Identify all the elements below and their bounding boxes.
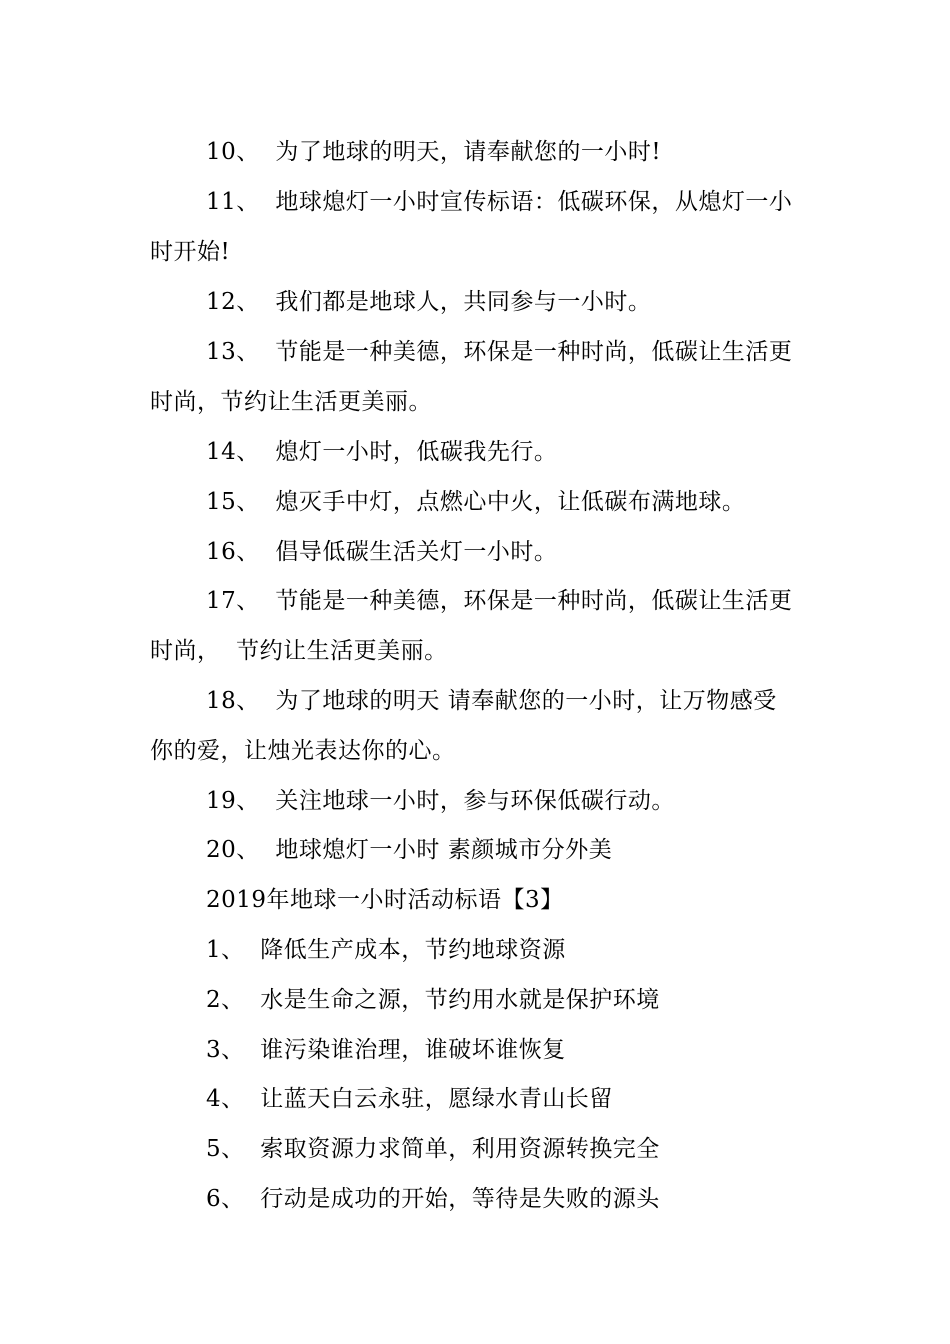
item-number: 15、 [206, 489, 260, 515]
item-number: 19、 [206, 788, 260, 814]
list-item [0, 437, 950, 467]
item-text: 熄灭手中灯，点燃心中火，让低碳布满地球。 [275, 489, 746, 515]
item-text: 倡导低碳生活关灯一小时。 [275, 539, 558, 565]
item-text: 为了地球的明天 请奉献您的一小时，让万物感受 [275, 688, 777, 714]
item-number: 16、 [206, 539, 260, 565]
list-item-continuation: 时尚， 节约让生活更美丽。 [150, 638, 448, 664]
item-number: 5、 [206, 1136, 245, 1162]
list-item [0, 337, 950, 367]
item-number: 10、 [206, 139, 260, 165]
item-text: 让蓝天白云永驻，愿绿水青山长留 [260, 1086, 613, 1112]
list-item [0, 537, 950, 567]
item-number: 14、 [206, 439, 260, 465]
list-item [0, 487, 950, 517]
item-text: 关注地球一小时，参与环保低碳行动。 [275, 788, 675, 814]
item-number: 6、 [206, 1186, 245, 1212]
item-text: 降低生产成本，节约地球资源 [260, 937, 566, 963]
list-item-continuation: 时尚，节约让生活更美丽。 [150, 389, 432, 415]
item-text: 索取资源力求简单，利用资源转换完全 [260, 1136, 660, 1162]
item-text: 水是生命之源，节约用水就是保护环境 [260, 987, 660, 1013]
list-item [0, 1035, 950, 1065]
item-number: 13、 [206, 339, 260, 365]
item-text: 为了地球的明天，请奉献您的一小时! [275, 139, 662, 165]
item-text: 行动是成功的开始，等待是失败的源头 [260, 1186, 660, 1212]
list-item [0, 1134, 950, 1164]
list-item-continuation: 你的爱，让烛光表达你的心。 [150, 738, 456, 764]
list-item [0, 287, 950, 317]
item-number: 3、 [206, 1037, 245, 1063]
item-number: 4、 [206, 1086, 245, 1112]
list-item [0, 835, 950, 865]
list-item [0, 1084, 950, 1114]
list-item [0, 137, 950, 167]
item-text: 谁污染谁治理，谁破坏谁恢复 [260, 1037, 566, 1063]
list-item [0, 1184, 950, 1214]
item-number: 12、 [206, 289, 260, 315]
list-item-continuation: 时开始! [150, 239, 231, 265]
item-number: 20、 [206, 837, 260, 863]
item-text: 地球熄灯一小时 素颜城市分外美 [275, 837, 613, 863]
list-item [0, 935, 950, 965]
item-number: 17、 [206, 588, 260, 614]
list-item [0, 586, 950, 616]
item-number: 18、 [206, 688, 260, 714]
list-item [0, 786, 950, 816]
list-item [0, 985, 950, 1015]
item-number: 2、 [206, 987, 245, 1013]
section-heading: 2019年地球一小时活动标语【3】 [206, 887, 564, 913]
item-text: 我们都是地球人，共同参与一小时。 [275, 289, 652, 315]
item-text: 地球熄灯一小时宣传标语：低碳环保，从熄灯一小 [275, 189, 793, 215]
item-number: 1、 [206, 937, 245, 963]
item-text: 熄灯一小时，低碳我先行。 [275, 439, 558, 465]
list-item [0, 187, 950, 217]
item-number: 11、 [206, 189, 260, 215]
list-item [0, 686, 950, 716]
item-text: 节能是一种美德，环保是一种时尚，低碳让生活更 [275, 339, 793, 365]
item-text: 节能是一种美德，环保是一种时尚，低碳让生活更 [275, 588, 793, 614]
